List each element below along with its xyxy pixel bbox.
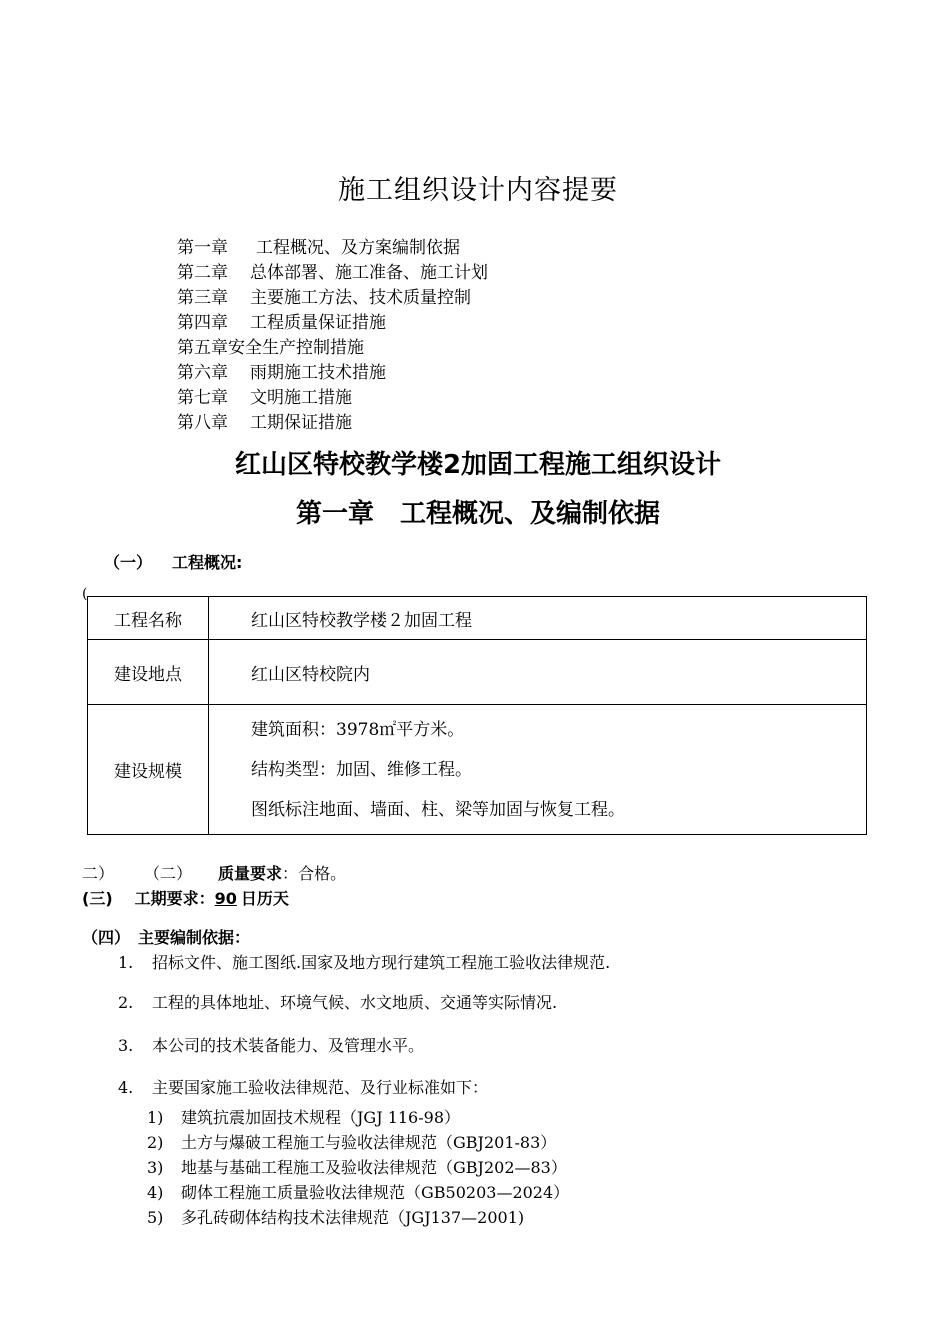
list-number: 4) [147,1183,164,1202]
scale-area: 建筑面积：3978㎡平方米。 [251,719,465,740]
toc-item [177,336,364,361]
toc-chapter: 第一章 [177,238,228,258]
list-text: 土方与爆破工程施工与验收法律规范（GBJ201-83） [181,1133,557,1152]
quality-value: 合格。 [298,864,347,883]
list-number: 2. [118,993,134,1012]
section-number: （四） [82,928,131,947]
toc-item [177,261,488,286]
list-number: 3) [147,1158,164,1177]
toc-chapter: 第六章 [177,363,228,383]
toc-text: 工程质量保证措施 [250,313,386,333]
toc-text: 工程概况、及方案编制依据 [256,238,460,258]
toc-chapter: 第五章安全生产控制措施 [177,338,364,358]
list-number: 3. [118,1036,134,1055]
table-value: 红山区特校院内 [209,640,867,705]
list-item [147,1155,567,1178]
schedule-unit: 日历天 [240,889,289,908]
list-item [147,1130,556,1153]
section-label: 工期要求： [134,889,215,908]
section-label: 质量要求 [218,864,283,883]
page-title: 施工组织设计内容提要 [338,175,618,206]
section-number: （一） [104,553,153,572]
toc-chapter: 第七章 [177,388,228,408]
table-value: 红山区特校教学楼２加固工程 [209,597,867,640]
list-item [118,1075,488,1098]
section-number: (三) [82,889,113,908]
toc-chapter: 第二章 [177,263,228,283]
toc-text: 总体部署、施工准备、施工计划 [250,263,488,283]
section-number: （二） [144,864,193,883]
section-heading-overview [104,550,242,573]
section-label: 主要编制依据： [138,928,251,947]
list-item [118,1033,424,1056]
toc-chapter: 第四章 [177,313,228,333]
list-item [147,1180,569,1203]
list-text: 本公司的技术装备能力、及管理水平。 [152,1036,425,1055]
list-number: 4. [118,1078,134,1097]
toc-item [177,286,471,311]
toc-item [177,236,460,261]
list-text: 工程的具体地址、环境气候、水文地质、交通等实际情况. [152,993,558,1012]
project-info-table [87,596,867,835]
section-label: 工程概况: [172,553,243,572]
list-text: 地基与基础工程施工及验收法律规范（GBJ202—83） [181,1158,567,1177]
toc-text: 主要施工方法、技术质量控制 [250,288,471,308]
toc-chapter: 第八章 [177,413,228,433]
toc-item [177,311,386,336]
toc-chapter: 第三章 [177,288,228,308]
toc-text: 文明施工措施 [250,388,352,408]
table-row [88,640,867,705]
list-text: 砌体工程施工质量验收法律规范（GB50203—2024） [181,1183,570,1202]
scale-structure: 结构类型：加固、维修工程。 [251,759,472,780]
document-title: 红山区特校教学楼2加固工程施工组织设计 [234,450,722,480]
list-number: 1) [147,1108,164,1127]
table-key: 工程名称 [88,597,209,640]
scale-scope: 图纸标注地面、墙面、柱、梁等加固与恢复工程。 [251,799,625,820]
list-text: 招标文件、施工图纸.国家及地方现行建筑工程施工验收法律规范. [152,953,611,972]
list-item [147,1205,524,1228]
list-text: 主要国家施工验收法律规范、及行业标准如下： [152,1078,489,1097]
toc-item [177,361,386,386]
list-item [118,950,610,973]
toc-text: 工期保证措施 [250,413,352,433]
list-item [147,1105,460,1128]
list-text: 多孔砖砌体结构技术法律规范（JGJ137—2001) [181,1208,525,1227]
list-text: 建筑抗震加固技术规程（JGJ 116-98） [181,1108,461,1127]
list-item [118,990,557,1013]
table-row [88,705,867,835]
list-number: 1. [118,953,134,972]
toc-item [177,386,352,411]
section-heading-basis [82,925,250,948]
list-number: 2) [147,1133,164,1152]
list-number: 5) [147,1208,164,1227]
section-heading-schedule [82,886,289,909]
table-row [88,597,867,640]
schedule-days: 90 [214,889,237,908]
section-colon: ： [282,864,299,883]
toc-item [177,411,352,436]
section-heading-quality [82,861,346,884]
table-key: 建设规模 [88,705,209,835]
toc-text: 雨期施工技术措施 [250,363,386,383]
chapter-title: 第一章 工程概况、及编制依据 [295,499,660,529]
section-prefix: 二） [82,864,115,883]
table-key: 建设地点 [88,640,209,705]
table-value-multiline [209,705,867,835]
stray-mark: ( [82,586,88,602]
